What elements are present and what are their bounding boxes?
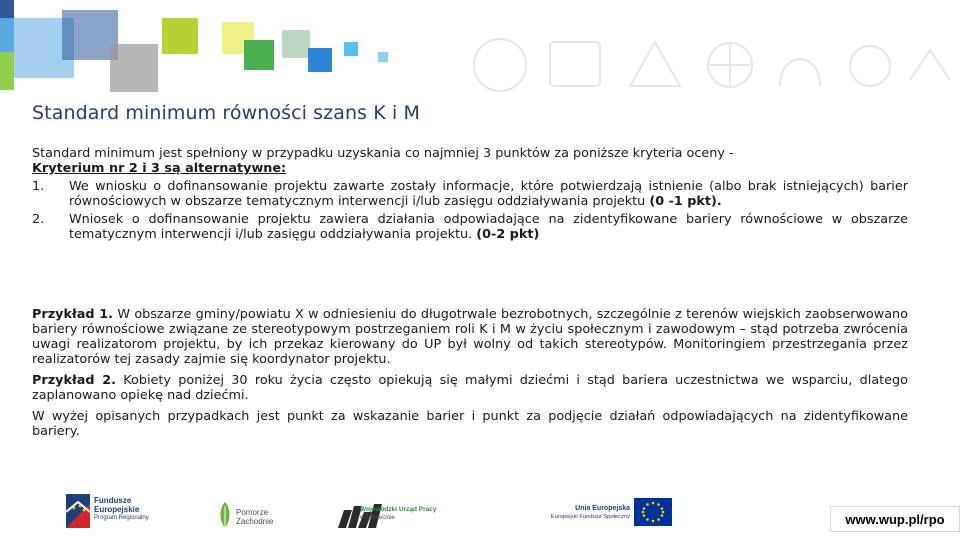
website-link[interactable]: www.wup.pl/rpo [830, 506, 960, 532]
strip-block-navy [0, 0, 14, 18]
example-1 [32, 307, 908, 367]
list-item-text: We wniosku o dofinansowanie projektu zawarte zostały informacje, które potwierdzają istnienie (albo brak istniejących) barier równościowych w obszarze tematycznym interwencji i/lub zasięgu oddziaływania projektu [69, 179, 908, 209]
strip-block-sky [0, 18, 14, 52]
criteria-section [32, 146, 908, 242]
list-item-points: (0 -1 pkt). [649, 194, 722, 209]
square-gray [110, 44, 158, 92]
list-item [32, 179, 908, 209]
example-label: Przykład 1. [32, 307, 114, 322]
example-label: Przykład 2. [32, 373, 116, 388]
example-text: W obszarze gminy/powiatu X w odniesieniu do długotrwale bezrobotnych, szczególnie z terenów wiejskich zaobserwowano bariery równościowe związane ze stereotypowym postrzeganiem roli K i M w życiu społecznym i zawodowym – stąd potrzeba zwrócenia uwagi realizatorom projektu, by ich przekaz kierowany do UP był wolny od takich stereotypów. Monitoringiem przestrzegania przez realizatorów tej zasady zajmie się koordynator projektu. [32, 307, 908, 367]
strip-block-lime [0, 52, 14, 90]
examples-section [32, 307, 908, 445]
fundusze-europejskie-logo-icon [66, 494, 90, 528]
list-item-number: 1. [32, 179, 45, 194]
fundusze-europejskie-logo: Fundusze Europejskie Program Regionalny [94, 496, 149, 521]
square-cyan-tiny [378, 52, 388, 62]
example-2 [32, 373, 908, 403]
list-item-number: 2. [32, 212, 45, 227]
square-blue [308, 48, 332, 72]
page-title: Standard minimum równości szans K i M [32, 102, 420, 124]
conclusion-text: W wyżej opisanych przypadkach jest punkt za wskazanie barier i punkt za podjęcie działań odpowiadających na zidentyfikowane bariery. [32, 409, 908, 439]
square-lime [162, 18, 198, 54]
triangle-icon [630, 42, 680, 86]
pomorze-zachodnie-logo: Pomorze Zachodnie [236, 508, 274, 526]
leaf-icon [780, 59, 820, 86]
list-item-text: Wniosek o dofinansowanie projektu zawiera działania odpowiadające na zidentyfikowane bariery równościowe w obszarze tematycznym interwencji i/lub zasięgu oddziaływania projektu. [69, 212, 908, 242]
footer-logos [60, 490, 760, 536]
criteria-list [32, 179, 908, 242]
criteria-heading: Kryterium nr 2 i 3 są alternatywne: [32, 161, 287, 176]
list-item [32, 212, 908, 242]
pomorze-zachodnie-logo-icon [216, 500, 234, 528]
eu-flag-icon [634, 498, 672, 526]
example-text: Kobiety poniżej 30 roku życia często opiekują się małymi dziećmi i stąd bariera uczestnictwa we wsparciu, dlatego zaplanowano opiekę nad dziećmi. [32, 373, 908, 403]
ue-logo: Unia Europejska Europejski Fundusz Społeczny [550, 505, 630, 520]
square-mint [282, 30, 310, 58]
intro-text: Standard minimum jest spełniony w przypadku uzyskania co najmniej 3 punktów za poniższe kryteria oceny - [32, 146, 734, 161]
square-cyan-small [344, 42, 358, 56]
background-pictograms [440, 20, 960, 110]
circle-icon [474, 39, 526, 91]
document-icon [550, 42, 600, 86]
list-item-points: (0-2 pkt) [476, 227, 540, 242]
square-green [244, 40, 274, 70]
wup-logo: Wojewódzki Urząd Pracy w Szczecinie [360, 506, 437, 521]
